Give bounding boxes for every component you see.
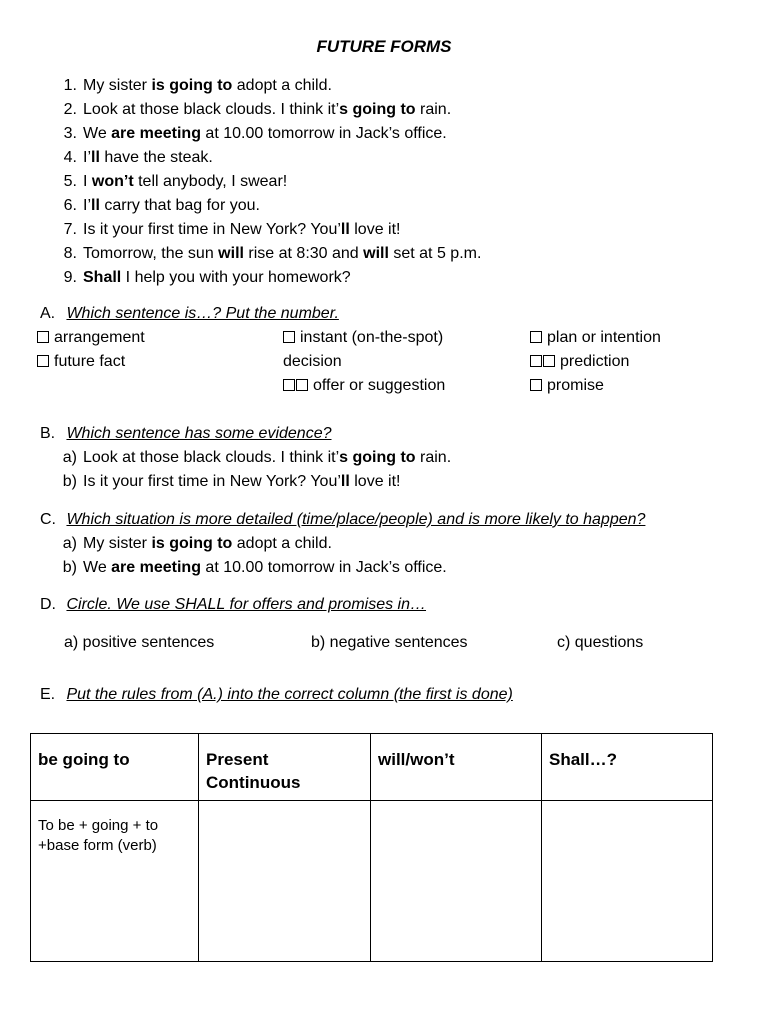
bold-text: will [363,245,389,262]
header-present-continuous: Present Continuous [199,734,371,801]
option-promise [530,376,604,396]
item-number: b) [62,559,77,576]
text: at 10.00 tomorrow in Jack’s office. [200,125,447,142]
item-number: 6. [63,197,77,214]
option-future [37,352,125,372]
text: love it! [349,221,401,238]
bold-text: is going to [151,77,233,94]
option-plan [530,328,661,348]
section-d-question: Circle. We use SHALL for offers and promises in… [66,596,427,613]
section-c-question: Which situation is more detailed (time/place/people) and is more likely to happen? [66,511,646,528]
bold-text: ll [340,473,350,490]
section-e-question: Put the rules from (A.) into the correct column (the first is done) [66,686,513,703]
checkbox-square[interactable] [37,331,49,343]
item-number: 2. [63,101,77,118]
option-prediction [530,352,629,372]
text: rain. [415,101,452,118]
sentence-7 [55,220,400,240]
page-title: FUTURE FORMS [316,37,452,56]
bold-text: Shall [83,269,122,286]
option-label: plan or intention [547,329,661,346]
bold-text: s going to [339,101,416,118]
text: have the steak. [99,149,213,166]
sentence-9 [55,268,351,288]
option-label: prediction [560,353,630,370]
item-number: 9. [63,269,77,286]
bold-text: is going to [151,535,233,552]
rules-table-header-row [31,734,713,801]
item-number: 8. [63,245,77,262]
checkbox-square[interactable] [530,379,542,391]
sentence-3 [55,124,447,144]
option-label: promise [547,377,604,394]
text: My sister [83,535,152,552]
sentence-5 [55,172,287,192]
text: Tomorrow, the sun [83,245,219,262]
text: carry that bag for you. [99,197,260,214]
text: Is it your first time in New York? You’ [83,221,341,238]
choice-negative[interactable]: b) negative sentences [311,634,468,651]
bold-text: ll [91,149,100,166]
section-c-heading [40,510,645,530]
text: adopt a child. [232,77,332,94]
section-b-item-2 [55,472,400,492]
text: love it! [349,473,401,490]
text: My sister [83,77,152,94]
section-d-label: D. [40,596,56,613]
section-e-heading [40,685,513,705]
cell-will-wont[interactable] [371,801,542,962]
text: I’ [83,149,91,166]
text: I [83,173,92,190]
text: We [83,559,112,576]
section-c-item-2 [55,558,447,578]
answer-boxes [283,328,296,348]
text: set at 5 p.m. [388,245,482,262]
option-label: arrangement [54,329,145,346]
option-label: offer or suggestion [313,377,446,394]
header-will-wont: will/won’t [371,734,542,801]
option-label: decision [283,353,342,370]
checkbox-square[interactable] [530,331,542,343]
checkbox-square[interactable] [283,331,295,343]
bold-text: ll [91,197,100,214]
item-number: a) [62,449,77,466]
option-label: instant (on-the-spot) [300,329,444,346]
sentence-8 [55,244,481,264]
header-be-going-to: be going to [31,734,199,801]
cell-present-continuous[interactable] [199,801,371,962]
option-arrangement [37,328,145,348]
section-c-item-1 [55,534,332,554]
section-b-heading [40,424,332,444]
sentence-6 [55,196,260,216]
text: rain. [415,449,452,466]
text: We [83,125,112,142]
sentence-1 [55,76,332,96]
answer-boxes [530,352,556,372]
option-decision [283,352,342,372]
checkbox-square[interactable] [283,379,295,391]
item-number: b) [62,473,77,490]
option-instant [283,328,443,348]
choice-positive[interactable]: a) positive sentences [64,634,215,651]
bold-text: ll [340,221,350,238]
section-c-label: C. [40,511,56,528]
checkbox-square[interactable] [530,355,542,367]
section-b-label: B. [40,425,56,442]
rules-table [30,733,713,962]
item-number: 5. [63,173,77,190]
text: Look at those black clouds. I think it’ [83,101,340,118]
item-number: 7. [63,221,77,238]
section-d-heading [40,595,426,615]
header-shall: Shall…? [542,734,713,801]
text: I’ [83,197,91,214]
checkbox-square[interactable] [296,379,308,391]
item-number: 4. [63,149,77,166]
answer-boxes [283,376,309,396]
rules-table-body-row [31,801,713,962]
bold-text: will [218,245,244,262]
section-a-question: Which sentence is…? Put the number. [66,305,339,322]
item-number: 1. [63,77,77,94]
cell-be-going-to[interactable]: To be + going + to +base form (verb) [31,801,199,962]
bold-text: are meeting [111,125,201,142]
answer-boxes [37,352,50,372]
checkbox-square[interactable] [37,355,49,367]
answer-boxes [37,328,50,348]
section-b-question: Which sentence has some evidence? [66,425,332,442]
bold-text: won’t [91,173,134,190]
choice-questions[interactable]: c) questions [557,634,644,651]
text: Look at those black clouds. I think it’ [83,449,340,466]
section-a-label: A. [40,305,56,322]
sentence-2 [55,100,451,120]
bold-text: are meeting [111,559,201,576]
answer-boxes [530,376,543,396]
item-number: 3. [63,125,77,142]
bold-text: s going to [339,449,416,466]
option-label: future fact [54,353,126,370]
text: adopt a child. [232,535,332,552]
text: tell anybody, I swear! [133,173,288,190]
answer-boxes [530,328,543,348]
text: Is it your first time in New York? You’ [83,473,341,490]
item-number: a) [62,535,77,552]
section-e-label: E. [40,686,56,703]
cell-shall[interactable] [542,801,713,962]
sentence-4 [55,148,213,168]
section-a-heading [40,304,339,324]
text: I help you with your homework? [121,269,351,286]
option-offer [283,376,445,396]
text: rise at 8:30 and [243,245,364,262]
section-b-item-1 [55,448,451,468]
text: at 10.00 tomorrow in Jack’s office. [200,559,447,576]
checkbox-square[interactable] [543,355,555,367]
